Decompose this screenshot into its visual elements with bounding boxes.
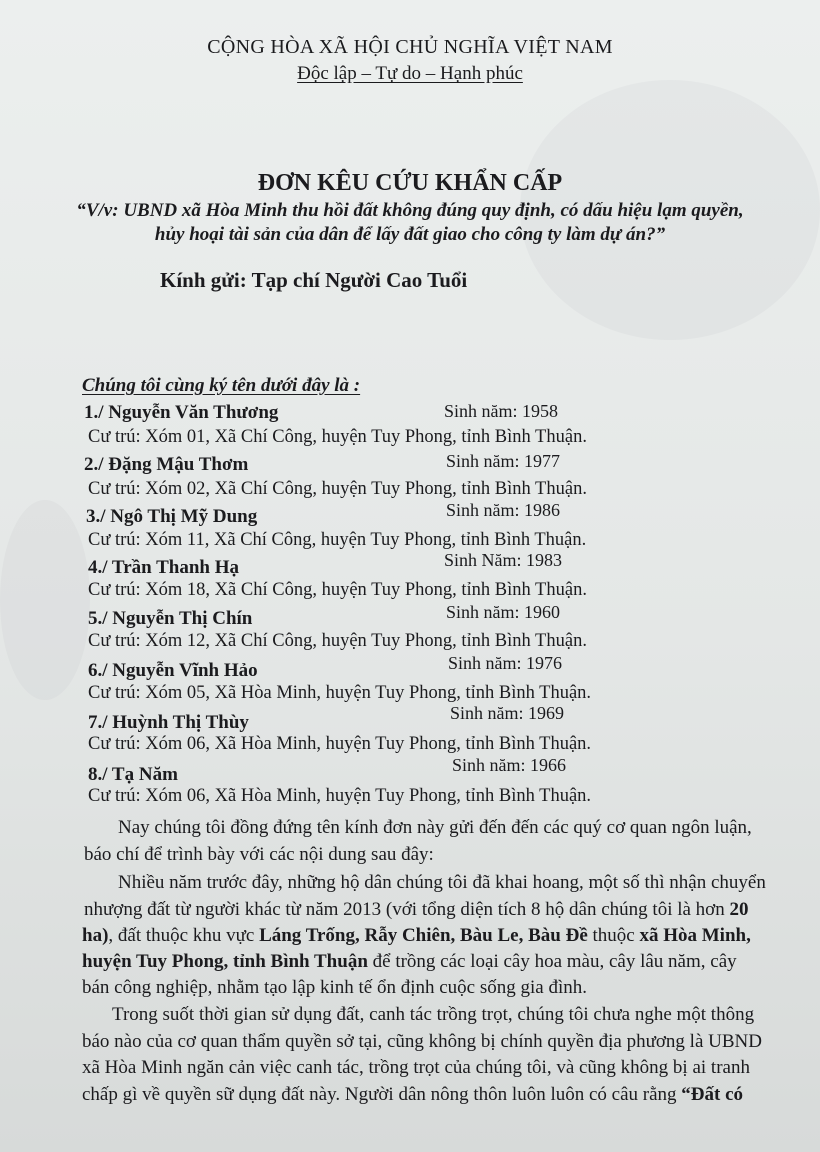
person-address: Cư trú: Xóm 12, Xã Chí Công, huyện Tuy Phong, tỉnh Bình Thuận. (88, 631, 587, 651)
body-paragraph-line: Nay chúng tôi đồng đứng tên kính đơn này gửi đến đến các quý cơ quan ngôn luận, (118, 817, 752, 838)
person-address: Cư trú: Xóm 06, Xã Hòa Minh, huyện Tuy Phong, tỉnh Bình Thuận. (88, 786, 592, 806)
person-name: 4./ Trần Thanh Hạ (88, 557, 240, 578)
person-address: Cư trú: Xóm 05, Xã Hòa Minh, huyện Tuy Phong, tỉnh Bình Thuận. (88, 683, 592, 703)
paper-stain (0, 500, 90, 700)
body-paragraph-line: báo chí để trình bày với các nội dung sau đây: (84, 844, 434, 865)
body-paragraph-line: Nhiều năm trước đây, những hộ dân chúng tôi đã khai hoang, một số thì nhận chuyển (118, 872, 766, 893)
body-paragraph-line: chấp gì về quyền sữ dụng đất này. Người dân nông thôn luôn luôn có câu rằng “Đất có (82, 1084, 744, 1105)
subject-line: hủy hoại tài sản của dân để lấy đất giao cho công ty làm dự án?” (154, 224, 666, 245)
body-paragraph-line: huyện Tuy Phong, tỉnh Bình Thuận để trồng các loại cây hoa màu, cây lâu năm, cây (82, 951, 737, 972)
person-address: Cư trú: Xóm 18, Xã Chí Công, huyện Tuy Phong, tỉnh Bình Thuận. (88, 580, 587, 600)
person-birth-year: Sinh năm: 1969 (450, 703, 565, 723)
body-paragraph-line: xã Hòa Minh ngăn cản việc canh tác, trồng trọt của chúng tôi, và cũng không bị ai tranh (82, 1057, 750, 1078)
person-address: Cư trú: Xóm 01, Xã Chí Công, huyện Tuy Phong, tỉnh Bình Thuận. (88, 427, 587, 447)
person-name: 3./ Ngô Thị Mỹ Dung (86, 506, 258, 527)
person-birth-year: Sinh năm: 1966 (452, 755, 567, 775)
subject-line: “V/v: UBND xã Hòa Minh thu hồi đất không đúng quy định, có dấu hiệu lạm quyền, (76, 200, 744, 221)
signatories-intro: Chúng tôi cùng ký tên dưới đây là : (82, 375, 361, 396)
national-motto: Độc lập – Tự do – Hạnh phúc (297, 63, 523, 84)
body-paragraph-line: ha), đất thuộc khu vực Láng Trống, Rẫy Chiên, Bàu Le, Bàu Đề thuộc xã Hòa Minh, (82, 925, 751, 946)
person-address: Cư trú: Xóm 11, Xã Chí Công, huyện Tuy Phong, tỉnh Bình Thuận. (88, 530, 587, 550)
body-paragraph-line: báo nào của cơ quan thẩm quyền sở tại, cũng không bị chính quyền địa phương là UBND (82, 1031, 762, 1052)
person-birth-year: Sinh năm: 1976 (448, 653, 563, 673)
body-paragraph-line: bán công nghiệp, nhằm tạo lập kinh tế ổn định cuộc sống gia đình. (82, 977, 587, 998)
recipient-line: Kính gửi: Tạp chí Người Cao Tuổi (160, 268, 468, 292)
person-name: 8./ Tạ Năm (88, 764, 178, 785)
document-title: ĐƠN KÊU CỨU KHẨN CẤP (257, 170, 563, 196)
national-header: CỘNG HÒA XÃ HỘI CHỦ NGHĨA VIỆT NAM (207, 36, 613, 58)
person-address: Cư trú: Xóm 06, Xã Hòa Minh, huyện Tuy Phong, tỉnh Bình Thuận. (88, 734, 592, 754)
person-birth-year: Sinh Năm: 1983 (444, 550, 563, 570)
body-paragraph-line: Trong suốt thời gian sử dụng đất, canh tác trồng trọt, chúng tôi chưa nghe một thông (112, 1004, 755, 1025)
person-birth-year: Sinh năm: 1958 (444, 401, 559, 421)
body-paragraph-line: nhượng đất từ người khác từ năm 2013 (với tổng diện tích 8 hộ dân chúng tôi là hơn 20 (84, 899, 749, 920)
person-name: 1./ Nguyễn Văn Thương (84, 402, 279, 423)
person-birth-year: Sinh năm: 1960 (446, 602, 561, 622)
person-name: 6./ Nguyễn Vĩnh Hảo (88, 660, 258, 681)
person-birth-year: Sinh năm: 1977 (446, 451, 561, 471)
person-name: 2./ Đặng Mậu Thơm (84, 454, 249, 475)
person-birth-year: Sinh năm: 1986 (446, 500, 561, 520)
person-address: Cư trú: Xóm 02, Xã Chí Công, huyện Tuy Phong, tỉnh Bình Thuận. (88, 479, 587, 499)
person-name: 7./ Huỳnh Thị Thùy (88, 712, 249, 733)
person-name: 5./ Nguyễn Thị Chín (88, 608, 253, 629)
